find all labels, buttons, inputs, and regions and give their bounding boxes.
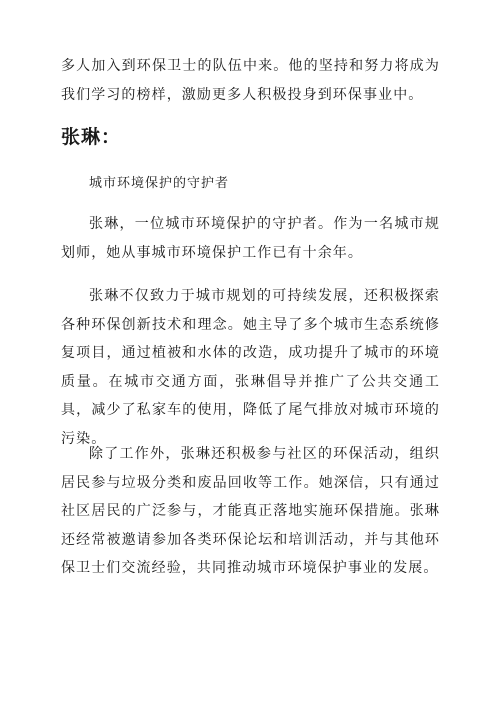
section-heading: 张琳：: [61, 126, 122, 148]
intro-paragraph: 多人加入到环保卫士的队伍中来。他的坚持和努力将成为我们学习的榜样，激励更多人积极投身到环保事业中。: [61, 58, 440, 103]
body-paragraph-1: 张琳，一位城市环境保护的守护者。作为一名城市规划师，她从事城市环境保护工作已有十余年。: [61, 216, 440, 261]
section-subtitle: 城市环境保护的守护者: [89, 176, 230, 191]
body-paragraph-3: 除了工作外，张琳还积极参与社区的环保活动，组织居民参与垃圾分类和废品回收等工作。她深信，只有通过社区居民的广泛参与，才能真正落地实施环保措施。张琳还经常被邀请参加各类环保论坛和培训活动，并与其他环保卫士们交流经验，共同推动城市环境保护事业的发展。: [61, 446, 440, 576]
body-paragraph-2: 张琳不仅致力于城市规划的可持续发展，还积极探索各种环保创新技术和理念。她主导了多个城市生态系统修复项目，通过植被和水体的改造，成功提升了城市的环境质量。在城市交通方面，张琳倡导并推广了公共交通工具，减少了私家车的使用，降低了尾气排放对城市环境的污染。: [61, 288, 440, 447]
